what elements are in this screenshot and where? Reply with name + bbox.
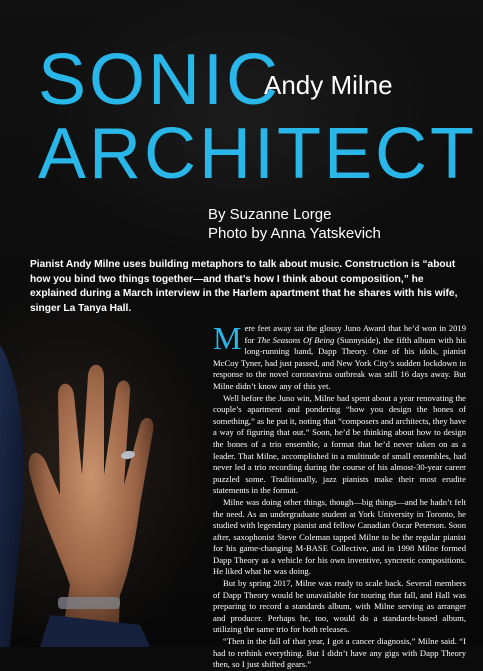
headline xyxy=(38,40,477,194)
article-body xyxy=(213,320,467,670)
body-p1-after: (Sunnyside), the fifth album with his long-running band, Dapp Theory. One of his idols, pianist McCoy Tyner, had just passed, and New York City’s sudden lockdown in response to the novel coronavirus outbreak was still 16 days away. But Milne didn’t know any of this yet. xyxy=(213,334,467,391)
body-p1-before: ere feet away sat the glossy Juno Award that he’d won in 2019 for xyxy=(244,323,466,345)
credits xyxy=(208,205,381,243)
body-paragraph-4: But by spring 2017, Milne was ready to scale back. Several members of Dapp Theory would be unavailable for touring that fall, and Hall was preparing to record a standards album, with Milne serving as arranger and producer. Perhaps he, too, would do a standards-based album, utilizing the same trio for both releases. xyxy=(213,578,466,635)
body-paragraph-3: Milne was doing other things, though—big things—and he hadn’t felt the need. As an undergraduate student at York University in Toronto, he studied with legendary pianist and fellow Canadian Oscar Peterson. Soon after, saxophonist Steve Coleman tapped Milne to be the regular pianist for his game-changing M-BASE Collective, and in 1998 Milne formed Dapp Theory as a vehicle for his own inventive, syncretic compositions. He liked what he was doing. xyxy=(213,496,466,577)
author-credit: By Suzanne Lorge xyxy=(208,206,332,223)
body-paragraph-1 xyxy=(213,320,467,393)
album-title: The Seasons Of Being xyxy=(257,334,335,345)
subject-name: Andy Milne xyxy=(264,70,393,100)
headline-line-1: SONIC xyxy=(38,40,282,120)
photo-credit: Photo by Anna Yatskevich xyxy=(208,225,381,242)
drop-cap: M xyxy=(213,320,242,356)
hand-photo xyxy=(0,335,205,647)
body-paragraph-2: Well before the Juno win, Milne had spent about a year renovating the couple’s apartment and pondering “how you design the bones of something,” as he put it, noting that “composers and architects, they have a way of figuring that out.” Soon, he’d be thinking about how to design the bones of a trio ensemble, a format that he’d never taken on as a leader. That Milne, accomplished in a multitude of small ensembles, had never led a trio recording during the course of his almost-30-year career puzzled some. Traditionally, jazz pianists make their most erudite statements in the format. xyxy=(213,392,466,496)
body-paragraph-5: “Then in the fall of that year, I got a cancer diagnosis,” Milne said. “I had to rethink everything. But I didn’t have any gigs with Dapp Theory then, so I just shifted gears.” xyxy=(213,636,466,670)
headline-line-2: ARCHITECT xyxy=(38,114,477,194)
deck-paragraph: Pianist Andy Milne uses building metaphors to talk about music. Construction is “about how you bind two things together—and that’s how I think about composition,” he explained during a March interview in the Harlem apartment that he shares with his wife, singer La Tanya Hall. xyxy=(30,259,458,314)
